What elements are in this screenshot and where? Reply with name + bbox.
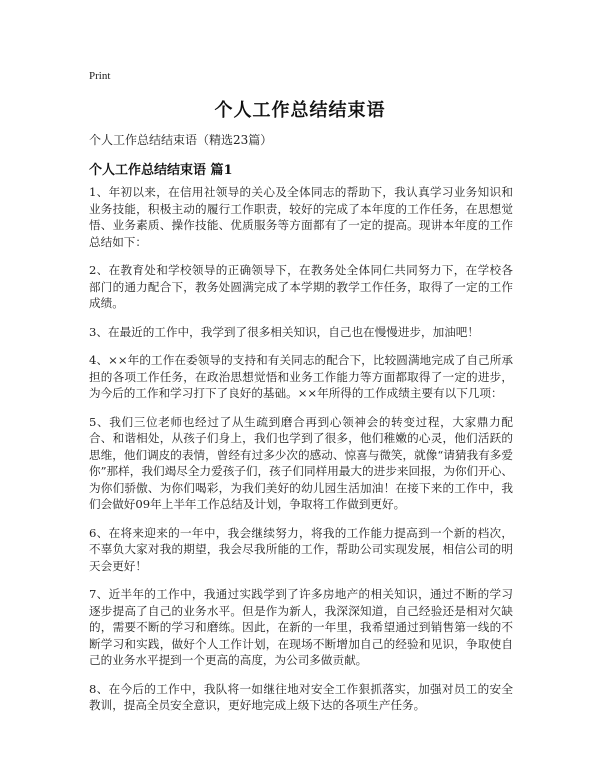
paragraph-7: 7、近半年的工作中，我通过实践学到了许多房地产的相关知识，通过不断的学习逐步提高了自己的业务水平。但是作为新人，我深深知道，自己经验还是相对欠缺的，需要不断的学习和磨练。因此，在新的一年里，我希望通过到销售第一线的不断学习和实践，做好个人工作计划，在现场不断增加自己的经验和见识，争取使自己的业务水平提到一个更高的高度，为公司多做贡献。 <box>89 587 513 667</box>
paragraph-5: 5、我们三位老师也经过了从生疏到磨合再到心领神会的转变过程，大家鼎力配合、和谐相处，从孩子们身上，我们也学到了很多，他们稚嫩的心灵，他们活跃的思维，他们调皮的表情，曾经有过多少次的感动、惊喜与微笑，就像“请猜我有多爱你”那样，我们竭尽全力爱孩子们，孩子们同样用最大的进步来回报，为你们开心、为你们骄傲、为你们喝彩，为我们美好的幼儿园生活加油！在接下来的工作中，我们会做好09年上半年工作总结及计划，争取将工作做到更好。 <box>89 414 513 511</box>
document-body <box>89 184 513 726</box>
print-label: Print <box>89 70 111 82</box>
paragraph-2: 2、在教育处和学校领导的正确领导下，在教务处全体同仁共同努力下，在学校各部门的通力配合下，教务处圆满完成了本学期的教学工作任务，取得了一定的工作成绩。 <box>89 263 513 310</box>
document-subtitle: 个人工作总结结束语（精选23篇） <box>89 133 273 147</box>
paragraph-3: 3、在最近的工作中，我学到了很多相关知识，自己也在慢慢进步，加油吧！ <box>89 324 479 339</box>
document-title: 个人工作总结结束语 <box>214 100 386 121</box>
section-heading: 个人工作总结结束语 篇1 <box>89 163 233 178</box>
paragraph-8: 8、在今后的工作中，我队将一如继往地对安全工作狠抓落实，加强对员工的安全教训，提高全员安全意识，更好地完成上级下达的各项生产任务。 <box>89 681 513 712</box>
paragraph-1: 1、年初以来，在信用社领导的关心及全体同志的帮助下，我认真学习业务知识和业务技能，积极主动的履行工作职责，较好的完成了本年度的工作任务，在思想觉悟、业务素质、操作技能、优质服务等方面都有了一定的提高。现讲本年度的工作总结如下： <box>89 185 513 249</box>
paragraph-4: 4、××年的工作在委领导的支持和有关同志的配合下，比较圆满地完成了自己所承担的各项工作任务，在政治思想觉悟和业务工作能力等方面都取得了一定的进步，为今后的工作和学习打下了良好的基础。××年所得的工作成绩主要有以下几项： <box>89 353 513 400</box>
paragraph-6: 6、在将来迎来的一年中，我会继续努力，将我的工作能力提高到一个新的档次，不辜负大家对我的期望，我会尽我所能的工作，帮助公司实现发展，相信公司的明天会更好！ <box>89 525 513 573</box>
